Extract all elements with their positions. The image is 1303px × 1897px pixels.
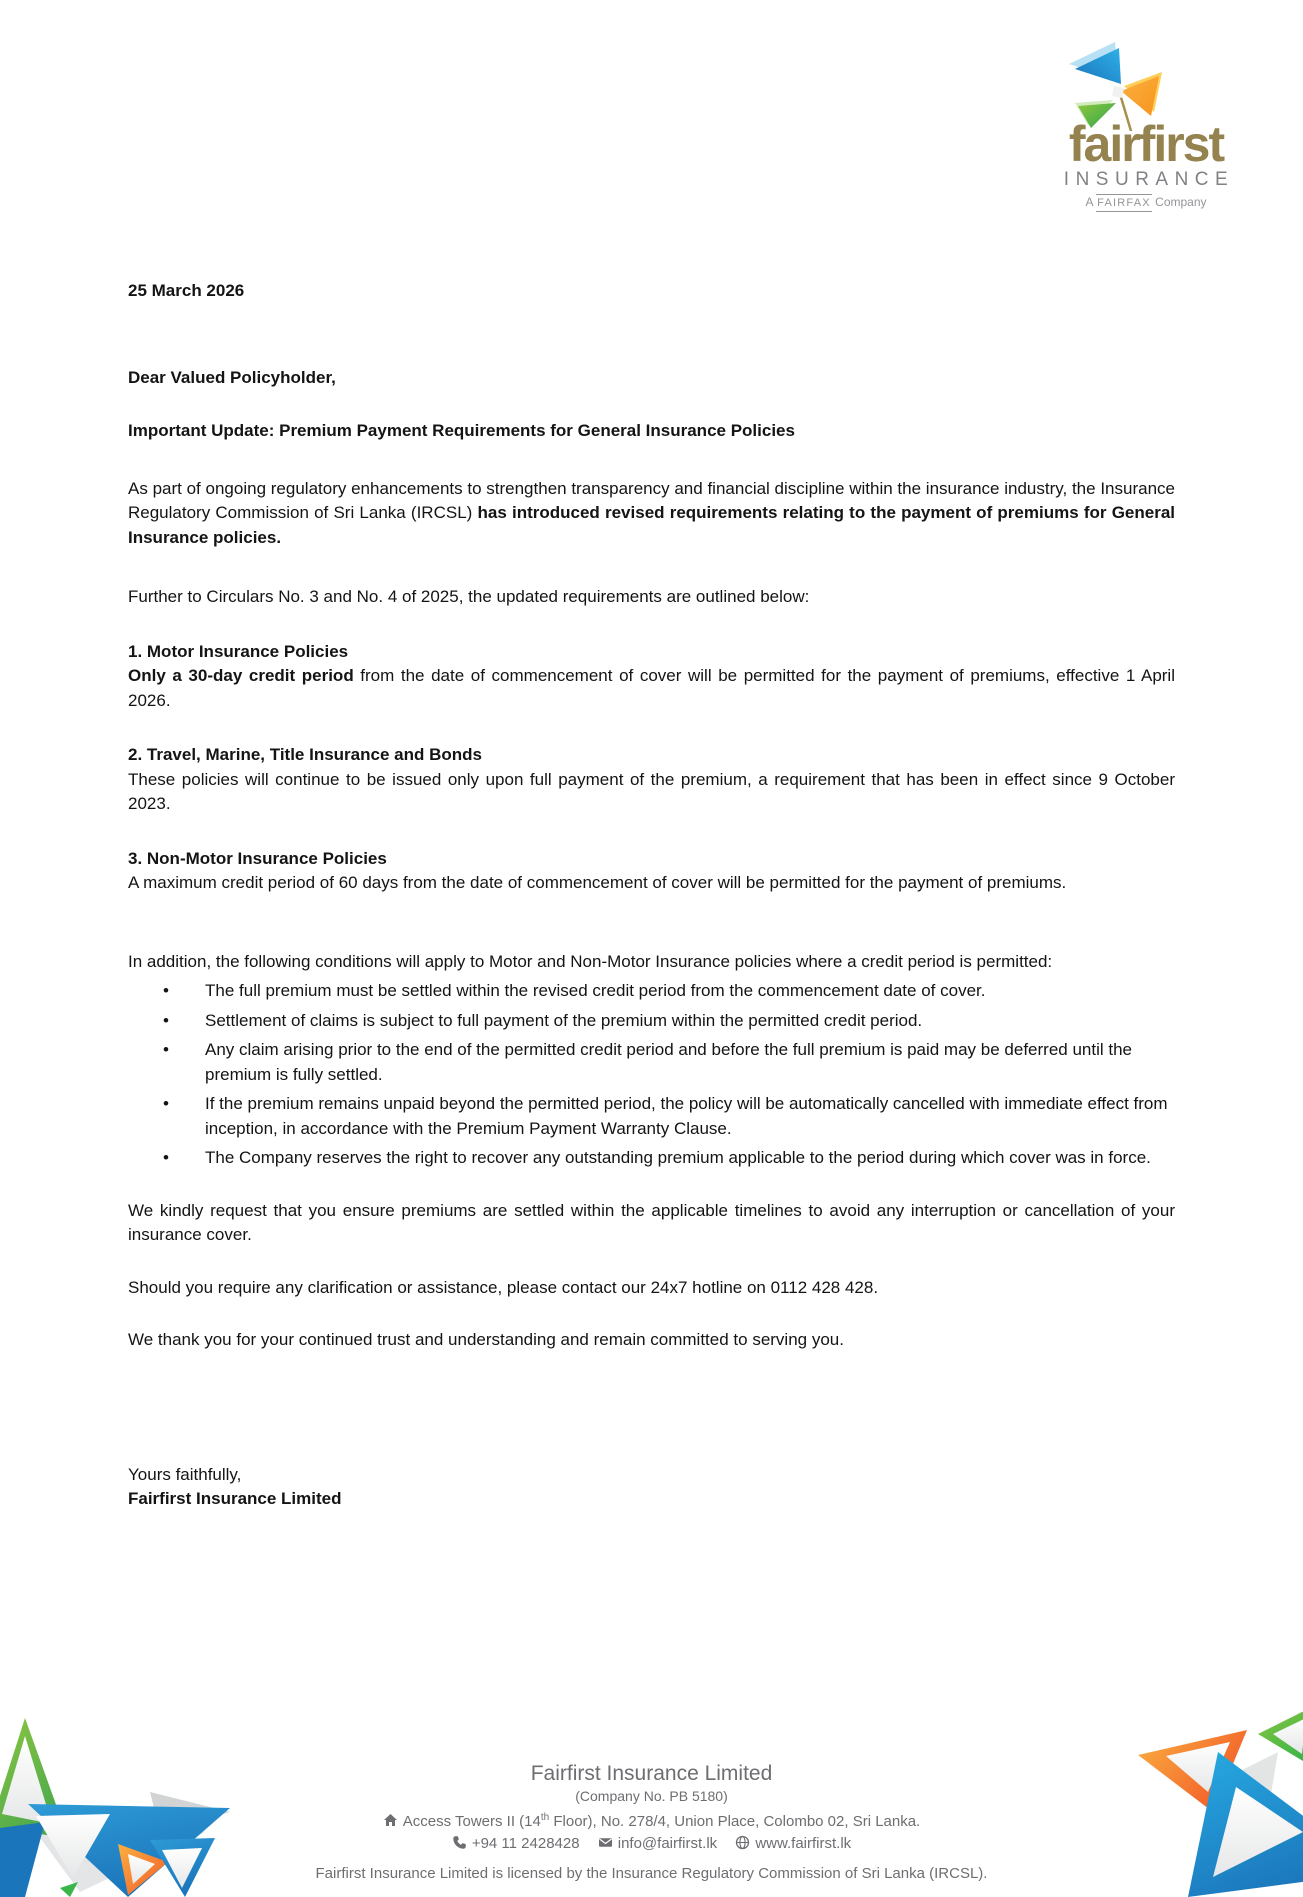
condition-item: • Settlement of claims is subject to full payment of the premium within the permitted credit period. bbox=[205, 1009, 1175, 1034]
letter-content bbox=[128, 0, 1175, 1512]
house-icon bbox=[383, 1813, 398, 1828]
section-non-motor bbox=[128, 847, 1175, 896]
letter-date: 25 March 2026 bbox=[128, 281, 245, 300]
section-body bbox=[128, 768, 1175, 817]
globe-icon bbox=[735, 1835, 750, 1850]
footer-contact-line bbox=[0, 1834, 1303, 1854]
signoff bbox=[128, 1463, 1175, 1512]
footer-company-number: (Company No. PB 5180) bbox=[575, 1788, 728, 1804]
closing-contact: Should you require any clarification or assistance, please contact our 24x7 hotline on 0112 428 428. bbox=[128, 1277, 879, 1297]
tagline-prefix: A bbox=[1085, 195, 1093, 209]
envelope-icon bbox=[598, 1835, 613, 1850]
section-body-rest: from the date of commencement of cover will be permitted for the payment of premiums, effective 1 April 2026. bbox=[128, 666, 1175, 710]
closing-thanks: We thank you for your continued trust and understanding and remain committed to serving you. bbox=[128, 1330, 844, 1349]
signoff-company: Fairfirst Insurance Limited bbox=[128, 1489, 342, 1508]
footer-website: www.fairfirst.lk bbox=[755, 1835, 852, 1852]
footer-company-name: Fairfirst Insurance Limited bbox=[530, 1762, 773, 1785]
signoff-text: Yours faithfully, bbox=[128, 1464, 242, 1484]
brand-subtitle: INSURANCE bbox=[1063, 169, 1235, 190]
section-body-bold: Only a 30-day credit period bbox=[128, 666, 354, 685]
tagline-suffix: Company bbox=[1155, 195, 1207, 209]
section-body bbox=[128, 871, 1175, 896]
condition-item: • If the premium remains unpaid beyond the permitted period, the policy will be automatically cancelled with immediate effect from inception, in accordance with the Premium Payment Warranty Clause. bbox=[205, 1092, 1175, 1141]
footer-address-post: Floor), No. 278/4, Union Place, Colombo 02, Sri Lanka. bbox=[549, 1813, 921, 1830]
intro-paragraph bbox=[128, 477, 1175, 551]
closing-request: We kindly request that you ensure premiums are settled within the applicable timelines to avoid any interruption or cancellation of your insurance cover. bbox=[128, 1200, 1175, 1244]
footer-address-line bbox=[0, 1808, 1303, 1832]
conditions-list bbox=[128, 979, 1175, 1171]
section-body-rest: A maximum credit period of 60 days from the date of commencement of cover will be permitted for the payment of premiums. bbox=[128, 873, 1067, 892]
footer-address-pre: Access Towers II (14 bbox=[402, 1813, 541, 1830]
brand-wordmark: fairfirst bbox=[1068, 116, 1224, 172]
section-body bbox=[128, 664, 1175, 713]
condition-item: • Any claim arising prior to the end of the permitted credit period and before the full premium is paid may be deferred until the premium is fully settled. bbox=[205, 1038, 1175, 1087]
footer bbox=[0, 1762, 1303, 1884]
condition-item: • The full premium must be settled within the revised credit period from the commencement date of cover. bbox=[205, 979, 1175, 1004]
section-heading: 1. Motor Insurance Policies bbox=[128, 641, 349, 661]
section-travel-marine bbox=[128, 743, 1175, 817]
section-heading: 2. Travel, Marine, Title Insurance and Bonds bbox=[128, 745, 482, 764]
section-heading: 3. Non-Motor Insurance Policies bbox=[128, 848, 387, 868]
intro-bold-text: has introduced revised requirements relating to the payment of premiums for General Insurance policies. bbox=[128, 503, 1175, 547]
footer-phone: +94 11 2428428 bbox=[471, 1835, 580, 1852]
further-paragraph: Further to Circulars No. 3 and No. 4 of 2025, the updated requirements are outlined below: bbox=[128, 587, 810, 606]
footer-address-sup: th bbox=[540, 1812, 550, 1823]
footer-license: Fairfirst Insurance Limited is licensed by the Insurance Regulatory Commission of Sri Lanka (IRCSL). bbox=[315, 1865, 988, 1882]
section-body-rest: These policies will continue to be issued only upon full payment of the premium, a requirement that has been in effect since 9 October 2023. bbox=[128, 769, 1175, 813]
footer-email: info@fairfirst.lk bbox=[617, 1835, 718, 1852]
intro-regular-text: As part of ongoing regulatory enhancements to strengthen transparency and financial discipline within the insurance industry, the Insurance Regulatory Commission of Sri Lanka (IRCSL) bbox=[128, 478, 1175, 522]
condition-item: • The Company reserves the right to recover any outstanding premium applicable to the period during which cover was in force. bbox=[205, 1146, 1175, 1171]
conditions-intro: In addition, the following conditions will apply to Motor and Non-Motor Insurance policies where a credit period is permitted: bbox=[128, 951, 1053, 971]
phone-icon bbox=[452, 1835, 467, 1850]
section-motor bbox=[128, 640, 1175, 714]
subject-line: Important Update: Premium Payment Requirements for General Insurance Policies bbox=[128, 421, 795, 440]
salutation: Dear Valued Policyholder, bbox=[128, 367, 336, 387]
tagline-fairfax: FAIRFAX bbox=[1096, 194, 1152, 212]
